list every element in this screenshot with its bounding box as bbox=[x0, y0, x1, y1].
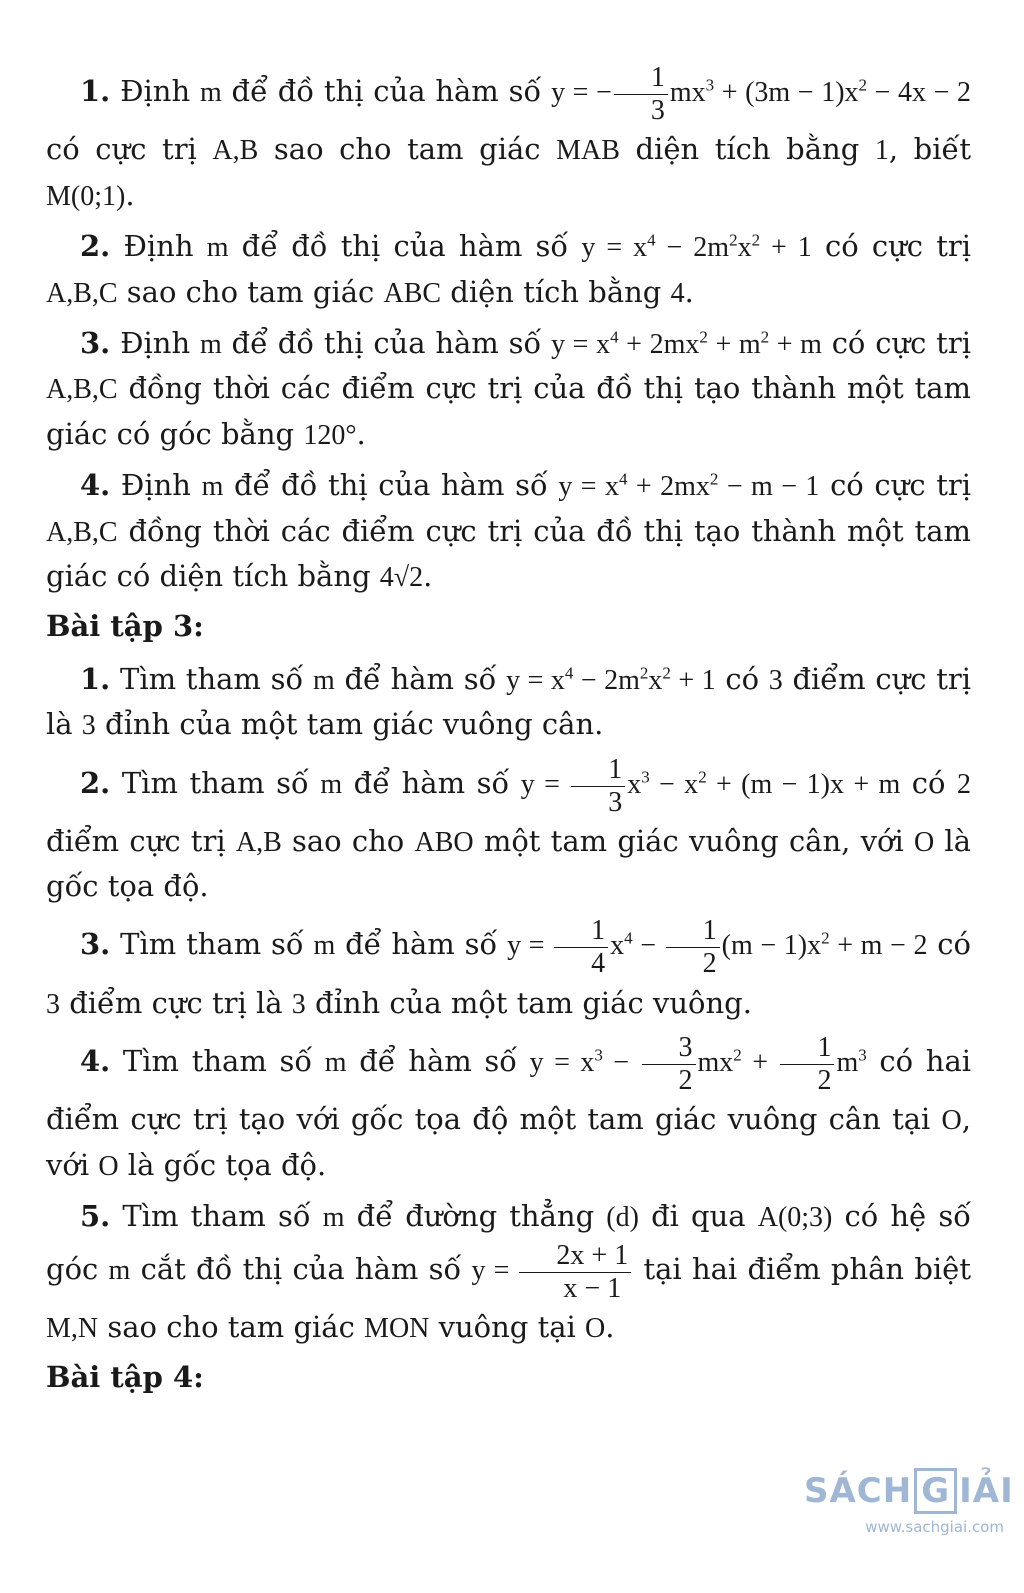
equation: y = $\frac{2x + 1}{x - 1}$ bbox=[472, 1255, 634, 1286]
section-heading-bai-tap-3: Bài tập 3: bbox=[46, 609, 204, 644]
equation: $y = x^4 - 2m^2x^2 + 1$ bbox=[581, 230, 812, 264]
equation: $y = x^4 - 2m^2x^2 + 1$ bbox=[506, 663, 716, 696]
problem-4: 4. Định m để đồ thị của hàm số $y = x^4 + 2mx^2 - m - 1$ có cực trị A,B,C đồng thời các điểm cực trị của đồ thị tạo thành một tam giác có diện tích bằng 4√2. bbox=[46, 468, 971, 593]
equation: y = $\frac{1}{3}$ $x^3 - x^2 + (m - 1)x + m$ bbox=[520, 753, 901, 818]
problem-2: 2. Định m để đồ thị của hàm số $y = x^4 - 2m^2x^2 + 1$ có cực trị A,B,C sao cho tam giác ABC diện tích bằng 4. bbox=[46, 229, 971, 309]
exercise-1: 1. Tìm tham số m để hàm số $y = x^4 - 2m^2x^2 + 1$ có 3 điểm cực trị là 3 đỉnh của một tam giác vuông cân. bbox=[46, 661, 971, 742]
problem-3: 3. Định m để đồ thị của hàm số $y = x^4 + 2mx^2 + m^2 + m$ có cực trị A,B,C đồng thời các điểm cực trị của đồ thị tạo thành một tam giác có góc bằng 120°. bbox=[46, 325, 971, 451]
sachgiai-logo: SÁCH G IẢI www.sachgiai.com bbox=[804, 1468, 1004, 1536]
exercise-4: 4. Tìm tham số m để hàm số $y = x^3$ − $\frac{3}{2}$ $mx^2$ + $\frac{1}{2}$ $m^3$ có hai điểm cực trị tạo với gốc tọa độ một tam giác vuông cân tại O, với O là gốc tọa độ. bbox=[46, 1032, 972, 1182]
equation: y = − $\frac{1}{3}$ $mx^3 + (3m - 1)x^2 - 4x - 2$ bbox=[551, 62, 971, 127]
equation: y = $\frac{1}{4}$ $x^4$ − $\frac{1}{2}$ $(m - 1)x^2 + m - 2$ bbox=[507, 915, 928, 980]
exercise-3: 3. Tìm tham số m để hàm số y = $\frac{1}{4}$ $x^4$ − $\frac{1}{2}$ $(m - 1)x^2 + m - 2$ có 3 điểm cực trị là 3 đỉnh của một tam giác vuông. bbox=[46, 915, 972, 1020]
document-page bbox=[46, 62, 971, 1408]
equation: $y = x^3$ − $\frac{3}{2}$ $mx^2$ + $\frac{1}{2}$ $m^3$ bbox=[529, 1032, 867, 1097]
equation: $y = x^4 + 2mx^2 + m^2 + m$ bbox=[551, 327, 822, 360]
equation: $y = x^4 + 2mx^2 - m - 1$ bbox=[558, 469, 820, 503]
exercise-2: 2. Tìm tham số m để hàm số y = $\frac{1}{3}$ $x^3 - x^2 + (m - 1)x + m$ có 2 điểm cực trị A,B sao cho ABO một tam giác vuông cân, với O là gốc tọa độ. bbox=[46, 753, 972, 904]
section-heading-bai-tap-4: Bài tập 4: bbox=[46, 1360, 204, 1395]
exercise-5: 5. Tìm tham số m để đường thẳng (d) đi qua A(0;3) có hệ số góc m cắt đồ thị của hàm số y = $\frac{2x + 1}{x - 1}$ tại hai điểm phân biệt M,N sao cho tam giác MON vuông tại O. bbox=[46, 1199, 972, 1344]
logo-url: www.sachgiai.com bbox=[865, 1518, 1004, 1536]
problem-1: 1. Định m để đồ thị của hàm số y = − $\frac{1}{3}$ $mx^3 + (3m - 1)x^2 - 4x - 2$ có cực trị A,B sao cho tam giác MAB diện tích bằng 1, biết M(0;1). bbox=[46, 62, 971, 212]
